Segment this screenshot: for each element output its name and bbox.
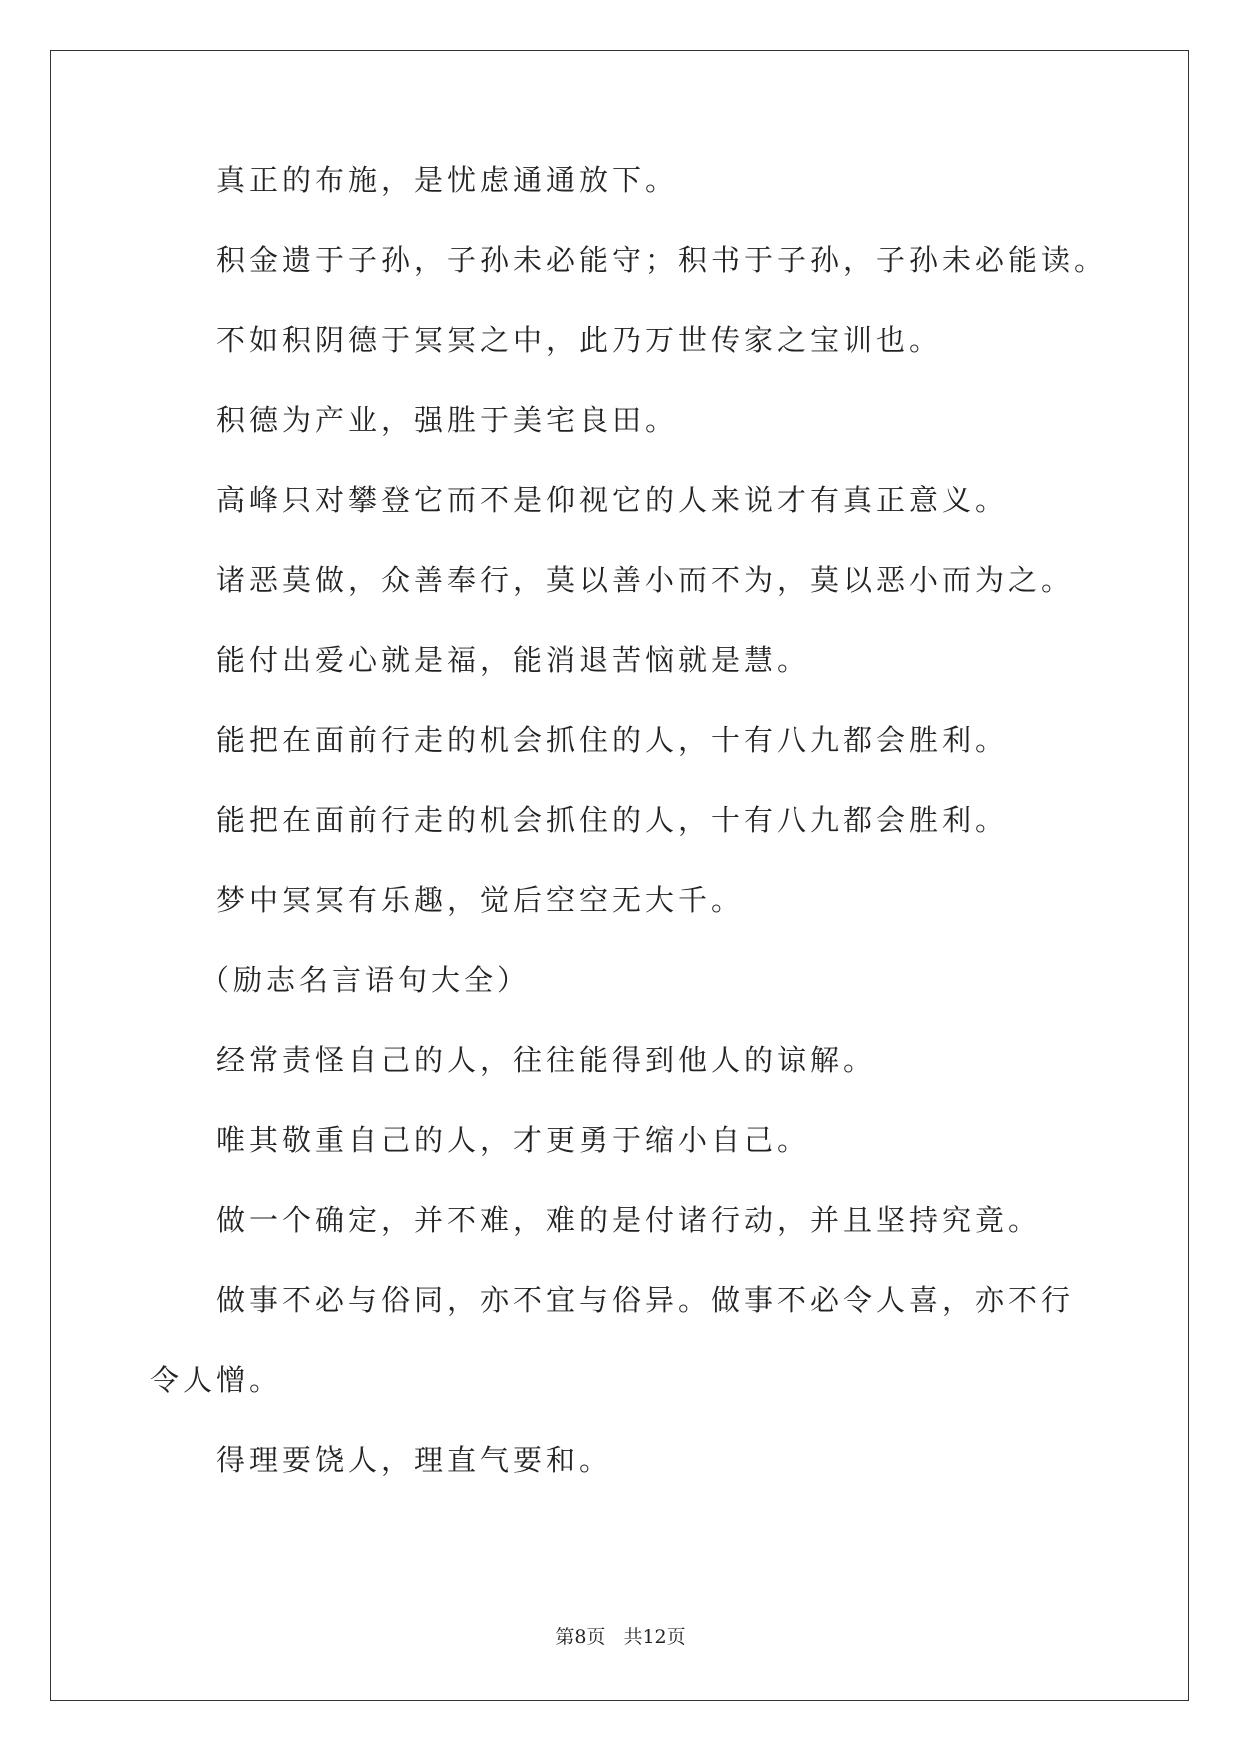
- page-number: 第8页: [555, 1626, 606, 1648]
- page-total: 共12页: [623, 1626, 686, 1648]
- paragraph: 能把在面前行走的机会抓住的人，十有八九都会胜利。: [216, 723, 1009, 757]
- paragraph: 不如积阴德于冥冥之中，此乃万世传家之宝训也。: [216, 323, 943, 357]
- page-footer: [0, 1622, 1241, 1649]
- paragraph: 经常责怪自己的人，往往能得到他人的谅解。: [216, 1043, 877, 1077]
- paragraph: 梦中冥冥有乐趣，觉后空空无大千。: [216, 883, 745, 917]
- paragraph: 真正的布施，是忧虑通通放下。: [216, 163, 679, 197]
- paragraph: 高峰只对攀登它而不是仰视它的人来说才有真正意义。: [216, 483, 1009, 517]
- paragraph: 做一个确定，并不难，难的是付诸行动，并且坚持究竟。: [216, 1203, 1042, 1237]
- paragraph: 积金遗于子孙，子孙未必能守；积书于子孙，子孙未必能读。: [216, 243, 1108, 277]
- section-heading: （励志名言语句大全）: [200, 963, 531, 997]
- paragraph: 得理要饶人，理直气要和。: [216, 1443, 613, 1477]
- paragraph: 积德为产业，强胜于美宅良田。: [216, 403, 679, 437]
- paragraph: 能把在面前行走的机会抓住的人，十有八九都会胜利。: [216, 803, 1009, 837]
- paragraph: 能付出爱心就是福，能消退苦恼就是慧。: [216, 643, 811, 677]
- document-body: [150, 160, 1108, 1520]
- paragraph: 做事不必与俗同，亦不宜与俗异。做事不必令人喜，亦不行令人憎。: [150, 1283, 1075, 1397]
- paragraph: 诸恶莫做，众善奉行，莫以善小而不为，莫以恶小而为之。: [216, 563, 1075, 597]
- paragraph: 唯其敬重自己的人，才更勇于缩小自己。: [216, 1123, 811, 1157]
